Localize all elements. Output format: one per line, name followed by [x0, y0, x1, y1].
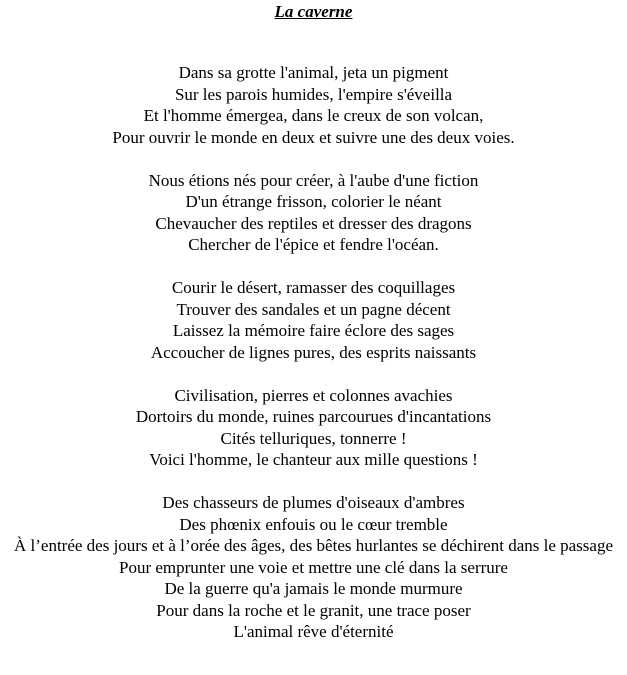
poem-line: Des phœnix enfouis ou le cœur tremble — [179, 514, 448, 534]
poem-line: Laissez la mémoire faire éclore des sages — [172, 321, 455, 340]
poem-line: De la guerre qu'a jamais le monde murmure — [164, 579, 463, 598]
stanza-3 — [0, 277, 627, 363]
stanza-4 — [0, 385, 627, 471]
poem-line: Chevaucher des reptiles et dresser des dragons — [155, 213, 472, 233]
poem-line: À l’entrée des jours et à l’orée des âges, des bêtes hurlantes se déchirent dans le passage — [13, 536, 614, 555]
poem-line: Accoucher de lignes pures, des esprits naissants — [150, 342, 477, 362]
stanza-1 — [0, 62, 627, 148]
poem-line: Courir le désert, ramasser des coquillages — [171, 278, 456, 297]
poem-line: Trouver des sandales et un pagne décent — [176, 299, 451, 319]
poem-line: Cités telluriques, tonnerre ! — [220, 428, 407, 448]
poem-line: Nous étions nés pour créer, à l'aube d'une fiction — [148, 170, 479, 190]
poem-body — [0, 62, 627, 643]
poem-line: Chercher de l'épice et fendre l'océan. — [188, 235, 439, 254]
poem-line: Civilisation, pierres et colonnes avachies — [174, 385, 453, 405]
poem-line: Voici l'homme, le chanteur aux mille questions ! — [149, 450, 478, 469]
poem-title: La caverne — [274, 2, 353, 21]
stanza-2 — [0, 170, 627, 256]
poem-line: Dans sa grotte l'animal, jeta un pigment — [178, 63, 449, 82]
poem-line: Dortoirs du monde, ruines parcourues d'incantations — [135, 407, 492, 426]
poem-line: Pour dans la roche et le granit, une trace poser — [156, 600, 471, 620]
poem-line: Pour ouvrir le monde en deux et suivre une des deux voies. — [112, 127, 515, 147]
poem-line: Pour emprunter une voie et mettre une clé dans la serrure — [119, 557, 508, 577]
poem-line: Et l'homme émergea, dans le creux de son volcan, — [143, 106, 484, 125]
poem-line: D'un étrange frisson, colorier le néant — [185, 192, 442, 211]
poem-line: Des chasseurs de plumes d'oiseaux d'ambres — [162, 493, 465, 512]
poem-line: L'animal rêve d'éternité — [233, 622, 394, 641]
stanza-5 — [0, 492, 627, 643]
poem-line: Sur les parois humides, l'empire s'éveilla — [174, 84, 453, 104]
